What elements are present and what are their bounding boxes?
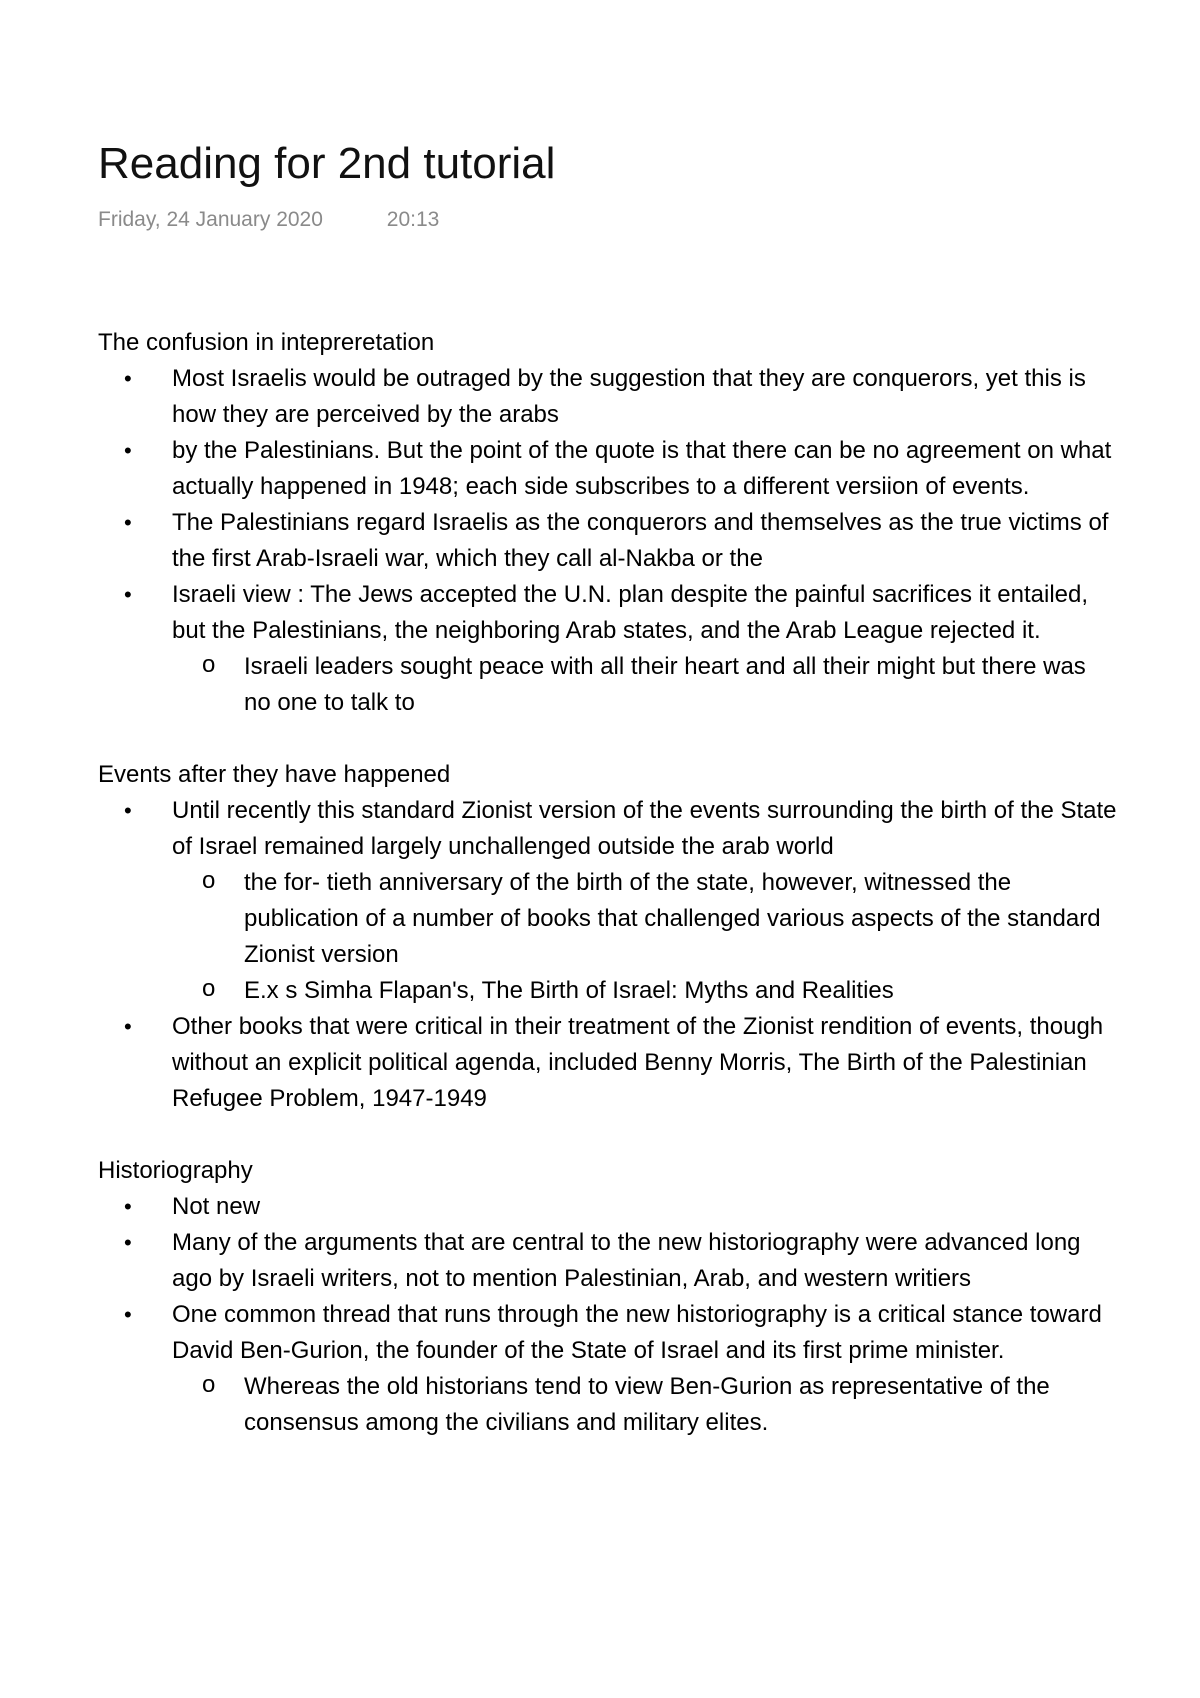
sub-list-item: o Whereas the old historians tend to view Ben-Gurion as representative of the consensus among the civilians and military elites. (98, 1369, 1118, 1441)
bullet-list (98, 1189, 1118, 1441)
sub-bullet-list (172, 865, 1118, 1009)
list-item: • The Palestinians regard Israelis as the conquerors and themselves as the true victims of the first Arab-Israeli war, which they call al-Nakba or the (98, 505, 1118, 577)
section-events (98, 757, 1118, 1117)
list-item: • Many of the arguments that are central to the new historiography were advanced long ago by Israeli writers, not to mention Palestinian, Arab, and western writiers (98, 1225, 1118, 1297)
sub-list-item: o E.x s Simha Flapan's, The Birth of Israel: Myths and Realities (98, 973, 1118, 1009)
bullet-icon: • (124, 438, 132, 463)
list-item: • Other books that were critical in their treatment of the Zionist rendition of events, though without an explicit political agenda, included Benny Morris, The Birth of the Palestinian Refugee Problem, 1947-1949 (98, 1009, 1118, 1117)
bullet-icon: • (124, 1230, 132, 1255)
page-title: Reading for 2nd tutorial (98, 139, 556, 188)
section-heading: Historiography (98, 1157, 253, 1184)
list-item: • Until recently this standard Zionist version of the events surrounding the birth of the State of Israel remained largely unchallenged outside the arab world o the for- tieth anniversary of the birth of the state, however, witnessed the publication of a number of books that challenged various aspects of the standard Zionist version o E.x s Simha Flapan's, The Birth of Israel: Myths and Realities (98, 793, 1118, 1009)
sub-bullet-list (172, 649, 1118, 721)
sub-list-item: o Israeli leaders sought peace with all their heart and all their might but there was no one to talk to (98, 649, 1118, 721)
bullet-icon: • (124, 582, 132, 607)
list-item: • Not new (98, 1189, 1118, 1225)
sub-list-item: o the for- tieth anniversary of the birth of the state, however, witnessed the publication of a number of books that challenged various aspects of the standard Zionist version (98, 865, 1118, 973)
sub-bullet-icon: o (202, 1371, 216, 1398)
list-item: • Most Israelis would be outraged by the suggestion that they are conquerors, yet this is how they are perceived by the arabs (98, 361, 1118, 433)
page-meta (98, 208, 439, 232)
list-item: • One common thread that runs through the new historiography is a critical stance toward David Ben-Gurion, the founder of the State of Israel and its first prime minister. o Whereas the old historians tend to view Ben-Gurion as representative of the consensus among the civilians and military elites. (98, 1297, 1118, 1441)
bullet-list (98, 361, 1118, 721)
bullet-list (98, 793, 1118, 1117)
sub-bullet-list (172, 1369, 1118, 1441)
bullet-icon: • (124, 1302, 132, 1327)
bullet-icon: • (124, 1194, 132, 1219)
section-heading: The confusion in intepreretation (98, 329, 435, 356)
bullet-icon: • (124, 1014, 132, 1039)
bullet-icon: • (124, 366, 132, 391)
sub-bullet-icon: o (202, 975, 216, 1002)
bullet-icon: • (124, 798, 132, 823)
section-heading: Events after they have happened (98, 761, 451, 788)
section-historiography (98, 1153, 1118, 1441)
note-content (98, 325, 1118, 1441)
list-item: • by the Palestinians. But the point of the quote is that there can be no agreement on what actually happened in 1948; each side subscribes to a different versiion of events. (98, 433, 1118, 505)
sub-bullet-icon: o (202, 867, 216, 894)
list-item: • Israeli view : The Jews accepted the U.N. plan despite the painful sacrifices it entailed, but the Palestinians, the neighboring Arab states, and the Arab League rejected it. o Israeli leaders sought peace with all their heart and all their might but there was no one to talk to (98, 577, 1118, 721)
page-time: 20:13 (386, 208, 440, 231)
bullet-icon: • (124, 510, 132, 535)
section-confusion (98, 325, 1118, 721)
page-date: Friday, 24 January 2020 (98, 208, 323, 231)
sub-bullet-icon: o (202, 651, 216, 678)
